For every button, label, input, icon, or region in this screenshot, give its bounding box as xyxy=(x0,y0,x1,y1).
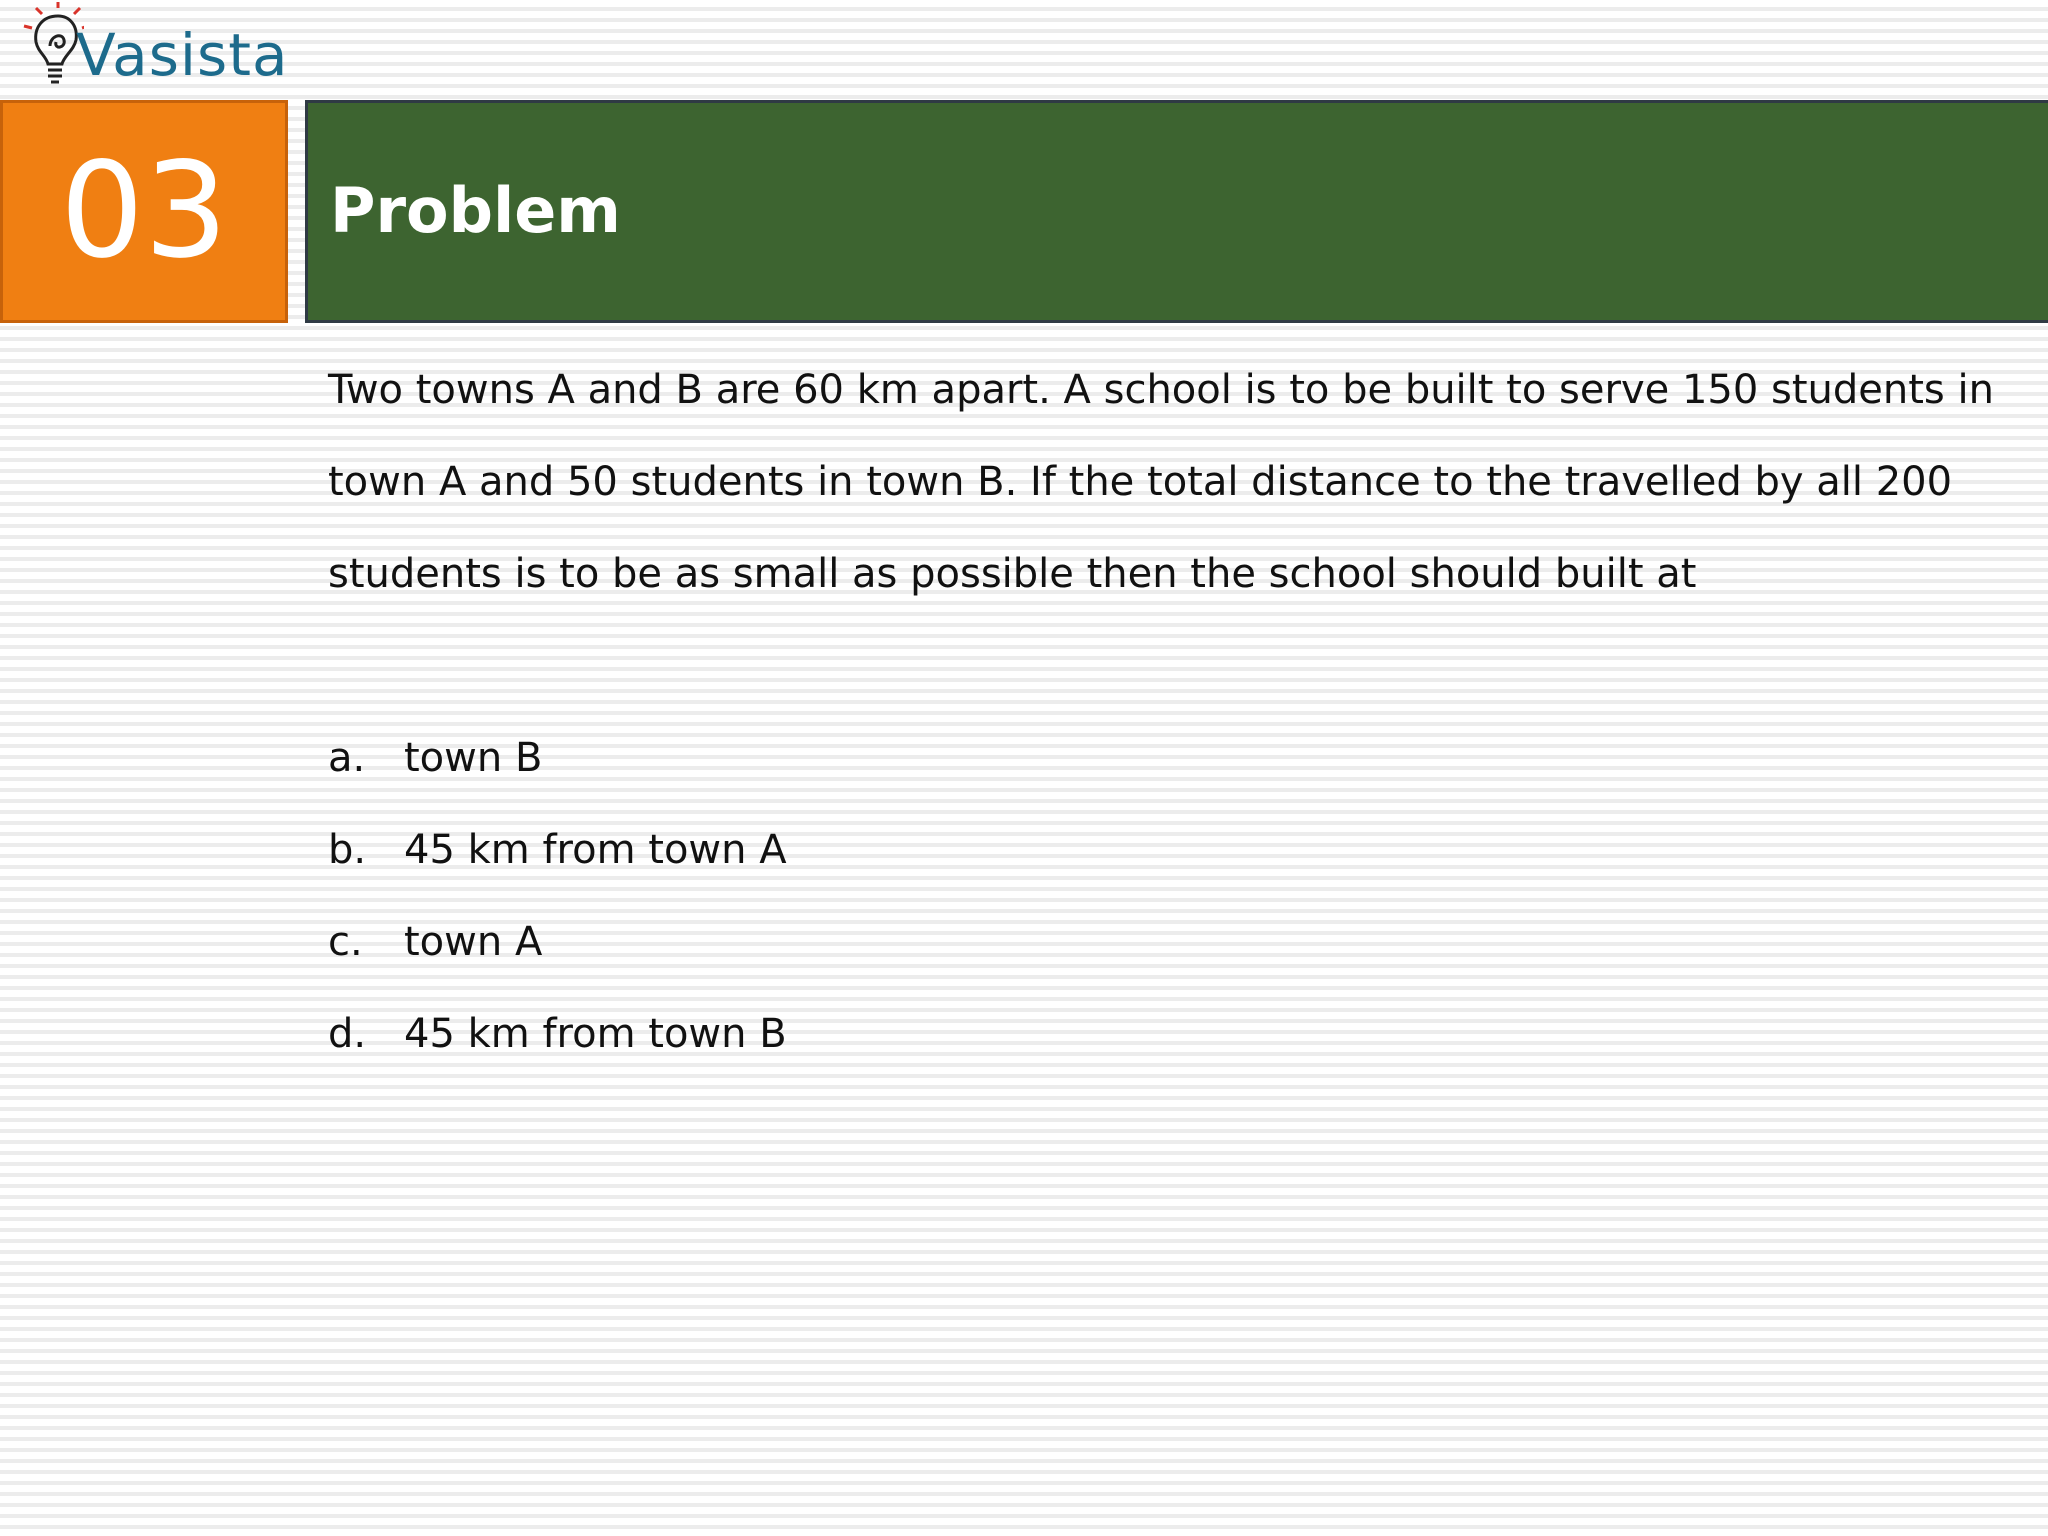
option-letter: b. xyxy=(328,827,367,873)
question-text: Two towns A and B are 60 km apart. A school is to be built to serve 150 students in town A and 50 students in town B. If the total distance to the travelled by all 200 students is to be as small as possible then the school should built at xyxy=(328,367,1994,597)
option-text: 45 km from town A xyxy=(404,827,787,873)
option-letter: c. xyxy=(328,919,363,965)
answer-options xyxy=(328,712,1928,1080)
option-text: town A xyxy=(404,919,543,965)
option-letter: d. xyxy=(328,1011,367,1057)
option-b xyxy=(328,804,1928,896)
option-d xyxy=(328,988,1928,1080)
page-title: Problem xyxy=(330,174,621,247)
slide-number-box xyxy=(0,100,288,323)
title-bar xyxy=(305,100,2048,323)
option-letter: a. xyxy=(328,735,366,781)
option-text: town B xyxy=(404,735,543,781)
option-a xyxy=(328,712,1928,804)
option-c xyxy=(328,896,1928,988)
vasista-logo xyxy=(18,2,288,98)
option-text: 45 km from town B xyxy=(404,1011,787,1057)
lightbulb-icon xyxy=(18,2,84,98)
logo-wordmark: Vasista xyxy=(76,21,289,89)
slide-number: 03 xyxy=(60,134,228,288)
